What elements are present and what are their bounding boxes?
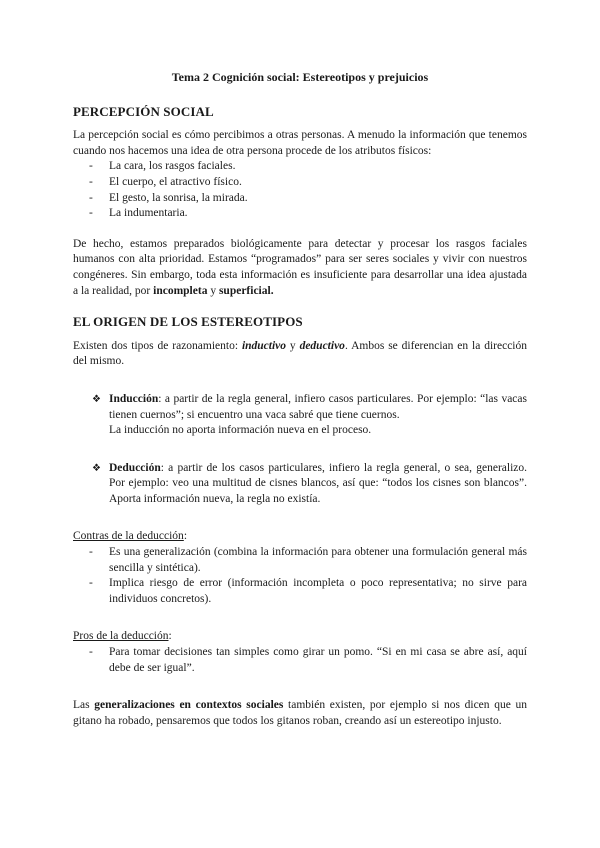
dash-bullet: -	[89, 160, 93, 173]
section-heading-percepcion: PERCEPCIÓN SOCIAL	[73, 103, 214, 119]
diamond-bullet-icon: ❖	[92, 462, 101, 474]
dash-bullet: -	[89, 207, 93, 220]
dash-bullet: -	[89, 577, 93, 590]
list-item: - La cara, los rasgos faciales.	[73, 159, 527, 175]
bullet-induccion: ❖ Inducción: a partir de la regla general, infiero casos particulares. Por ejemplo: “las vacas tienen cuernos”; si encuentro una vaca sabré que tiene cuernos. La inducción no aporta información nueva en el proceso.	[92, 392, 527, 437]
dash-bullet: -	[89, 546, 93, 559]
list-item: - Para tomar decisiones tan simples como girar un pomo. “Si en mi casa se abre así, aquí debe de ser igual”.	[89, 646, 527, 674]
bold-superficial: superficial.	[218, 284, 274, 297]
list-item: - El cuerpo, el atractivo físico.	[73, 175, 527, 191]
contras-heading: Contras de la deducción:	[73, 530, 188, 543]
bold-incompleta: incompleta	[153, 284, 208, 297]
list-item: - El gesto, la sonrisa, la mirada.	[73, 191, 527, 207]
bold-deductivo: deductivo	[299, 339, 345, 352]
dash-bullet: -	[89, 646, 93, 659]
list-item: - La indumentaria.	[73, 206, 527, 222]
list-item: - Es una generalización (combina la información para obtener una formulación general más sencilla y sintética).	[89, 546, 527, 574]
physical-attributes-list	[73, 159, 527, 221]
pros-list	[73, 645, 527, 676]
paragraph-razonamiento: Existen dos tipos de razonamiento: inductivo y deductivo. Ambos se diferencian en la dirección del mismo.	[73, 339, 528, 368]
dash-bullet: -	[89, 175, 93, 188]
paragraph-prioridad: De hecho, estamos preparados biológicamente para detectar y procesar los rasgos faciales humanos con alta prioridad. Estamos “programados” para ser seres sociales y vivir con nuestros congéneres. Sin embargo, toda esta información es insuficiente para desarrollar una idea ajustada a la realidad, por incompleta y superficial.	[73, 237, 527, 297]
pros-heading: Pros de la deducción:	[73, 630, 172, 643]
contras-list	[73, 545, 527, 607]
dash-bullet: -	[89, 191, 93, 204]
induccion-note: La inducción no aporta información nueva en el proceso.	[109, 424, 372, 437]
bold-inductivo: inductivo	[241, 339, 287, 352]
paragraph-generalizaciones: Las generalizaciones en contextos sociales también existen, por ejemplo si nos dicen que un gitano ha robado, pensaremos que todos los gitanos roban, creando así un estereotipo injusto.	[73, 699, 528, 727]
section-heading-origen: EL ORIGEN DE LOS ESTEREOTIPOS	[73, 314, 303, 330]
diamond-bullet-icon: ❖	[92, 393, 101, 405]
paragraph-percepcion-intro: La percepción social es cómo percibimos a otras personas. A menudo la información que tenemos cuando nos hacemos una idea de otra persona procede de los atributos físicos:	[73, 129, 527, 157]
term-induccion: Inducción	[109, 392, 159, 405]
document-page	[73, 70, 527, 729]
list-item: - Implica riesgo de error (información incompleta o poco representativa; no sirve para individuos concretos).	[89, 577, 527, 605]
bold-generalizaciones: generalizaciones en contextos sociales	[94, 699, 284, 712]
bullet-deduccion: ❖ Deducción: a partir de los casos particulares, infiero la regla general, o sea, generalizo. Por ejemplo: veo una multitud de cisnes blancos, así que: “todos los cisnes son blancos”. Aporta información nueva, la regla no existía.	[92, 461, 527, 505]
document-title: Tema 2 Cognición social: Estereotipos y prejuicios	[171, 70, 429, 84]
term-deduccion: Deducción	[109, 461, 161, 474]
